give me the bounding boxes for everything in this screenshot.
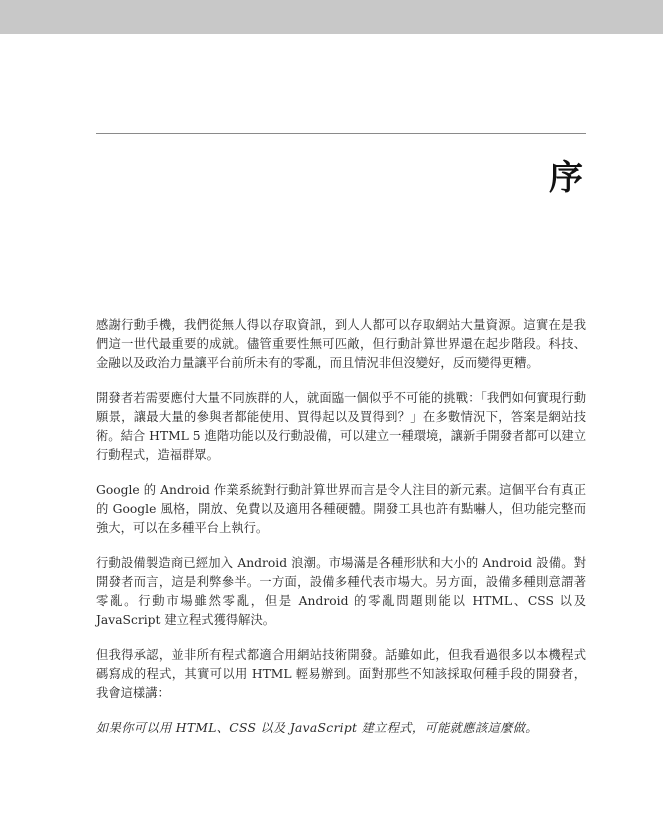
paragraph-5: 但我得承認，並非所有程式都適合用網站技術開發。話雖如此，但我看過很多以本機程式碼寫成的程式，其實可以用 HTML 輕易辦到。面對那些不知該採取何種手段的開發者，我會這樣講：	[96, 648, 586, 700]
title-rule	[96, 133, 586, 134]
paragraph-1: 感謝行動手機，我們從無人得以存取資訊，到人人都可以存取網站大量資源。這實在是我們這一世代最重要的成就。儘管重要性無可匹敵，但行動計算世界還在起步階段。科技、金融以及政治力量讓平台前所未有的零亂，而且情況非但沒變好，反而變得更糟。	[96, 318, 586, 370]
top-bar	[0, 0, 663, 34]
body-text	[96, 316, 586, 754]
paragraph-3: Google 的 Android 作業系統對行動計算世界而言是令人注目的新元素。這個平台有真正的 Google 風格，開放、免費以及適用各種硬體。開發工具也許有點嚇人，但功能完整而強大，可以在多種平台上執行。	[96, 483, 586, 535]
chapter-title: 序	[549, 158, 583, 198]
paragraph-4: 行動設備製造商已經加入 Android 浪潮。市場滿是各種形狀和大小的 Android 設備。對開發者而言，這是利弊參半。一方面，設備多種代表市場大。另方面，設備多種則意謂著零亂。行動市場雖然零亂，但是 Android 的零亂問題則能以 HTML、CSS 以及 JavaScript 建立程式獲得解決。	[96, 556, 586, 627]
paragraph-2: 開發者若需要應付大量不同族群的人，就面臨一個似乎不可能的挑戰：「我們如何實現行動願景，讓最大量的參與者都能使用、買得起以及買得到？」在多數情況下，答案是網站技術。結合 HTML 5 進階功能以及行動設備，可以建立一種環境，讓新手開發者都可以建立行動程式，造福群眾。	[96, 391, 586, 462]
pull-quote: 如果你可以用 HTML、CSS 以及 JavaScript 建立程式，可能就應該這麼做。	[96, 721, 538, 735]
